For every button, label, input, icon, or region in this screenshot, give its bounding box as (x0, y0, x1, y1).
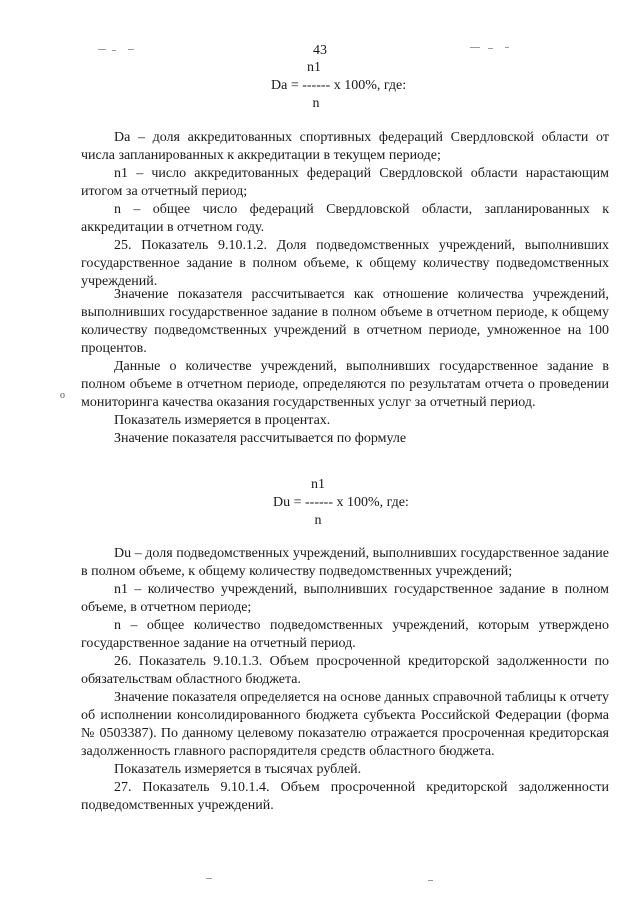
scan-speck (428, 880, 433, 881)
formula-da-denominator: n (312, 96, 320, 111)
formula-du-expression: Du = ------ x 100%, где: (273, 495, 409, 510)
paragraph: Показатель измеряется в процентах. (114, 413, 331, 428)
paragraph: n – общее количество подведомственных учреждений, которым утверждено государственное задание на отчетный период. (81, 618, 609, 651)
formula-du-denominator: n (314, 513, 322, 528)
paragraph: 27. Показатель 9.10.1.4. Объем просроченной кредиторской задолженности подведомственных учреждений. (81, 780, 609, 813)
paragraph: 25. Показатель 9.10.1.2. Доля подведомственных учреждений, выполнивших государственное задание в полном объеме, к общему количеству подведомственных учреждений. (81, 238, 609, 289)
paragraph: n1 – число аккредитованных федераций Свердловской области нарастающим итогом за отчетный период; (81, 166, 609, 199)
margin-mark: o (60, 390, 65, 401)
paragraph: Du – доля подведомственных учреждений, выполнивших государственное задание в полном объеме, к общему количеству подведомственных учреждений; (81, 546, 609, 579)
text-block-da-definitions (81, 129, 609, 291)
scan-speck (206, 878, 212, 879)
formula-da-expression: Da = ------ x 100%, где: (271, 78, 407, 93)
formula-da-numerator: n1 (307, 60, 321, 75)
paragraph: Показатель измеряется в тысячах рублей. (114, 762, 362, 777)
paragraph: n1 – количество учреждений, выполнивших государственное задание в полном объеме, в отчетном периоде; (81, 582, 609, 615)
paragraph: Da – доля аккредитованных спортивных федераций Свердловской области от числа запланированных к аккредитации в текущем периоде; (81, 130, 609, 163)
formula-du-numerator: n1 (311, 477, 325, 492)
paragraph: n – общее число федераций Свердловской области, запланированных к аккредитации в отчетном году. (81, 202, 609, 235)
text-block-du-definitions (81, 545, 609, 815)
text-block-indicator-25 (81, 286, 609, 448)
paragraph: Значение показателя определяется на основе данных справочной таблицы к отчету об исполнении консолидированного бюджета субъекта Российской Федерации (форма № 0503387). По данному целевому показателю отражается просроченная кредиторская задолженность главного распорядителя средств областного бюджета. (81, 690, 609, 759)
paragraph: Значение показателя рассчитывается по формуле (114, 431, 407, 446)
paragraph: 26. Показатель 9.10.1.3. Объем просроченной кредиторской задолженности по обязательствам областного бюджета. (81, 654, 609, 687)
paragraph: Данные о количестве учреждений, выполнивших государственное задание в полном объеме в отчетном периоде, определяются по результатам отчета о проведении мониторинга качества оказания государственных услуг за отчетный период. (81, 359, 609, 410)
page-number: 43 (313, 43, 327, 58)
paragraph: Значение показателя рассчитывается как отношение количества учреждений, выполнивших государственное задание в полном объеме в отчетном периоде, к общему количеству подведомственных учреждений в отчетном периоде, умноженное на 100 процентов. (81, 287, 609, 356)
